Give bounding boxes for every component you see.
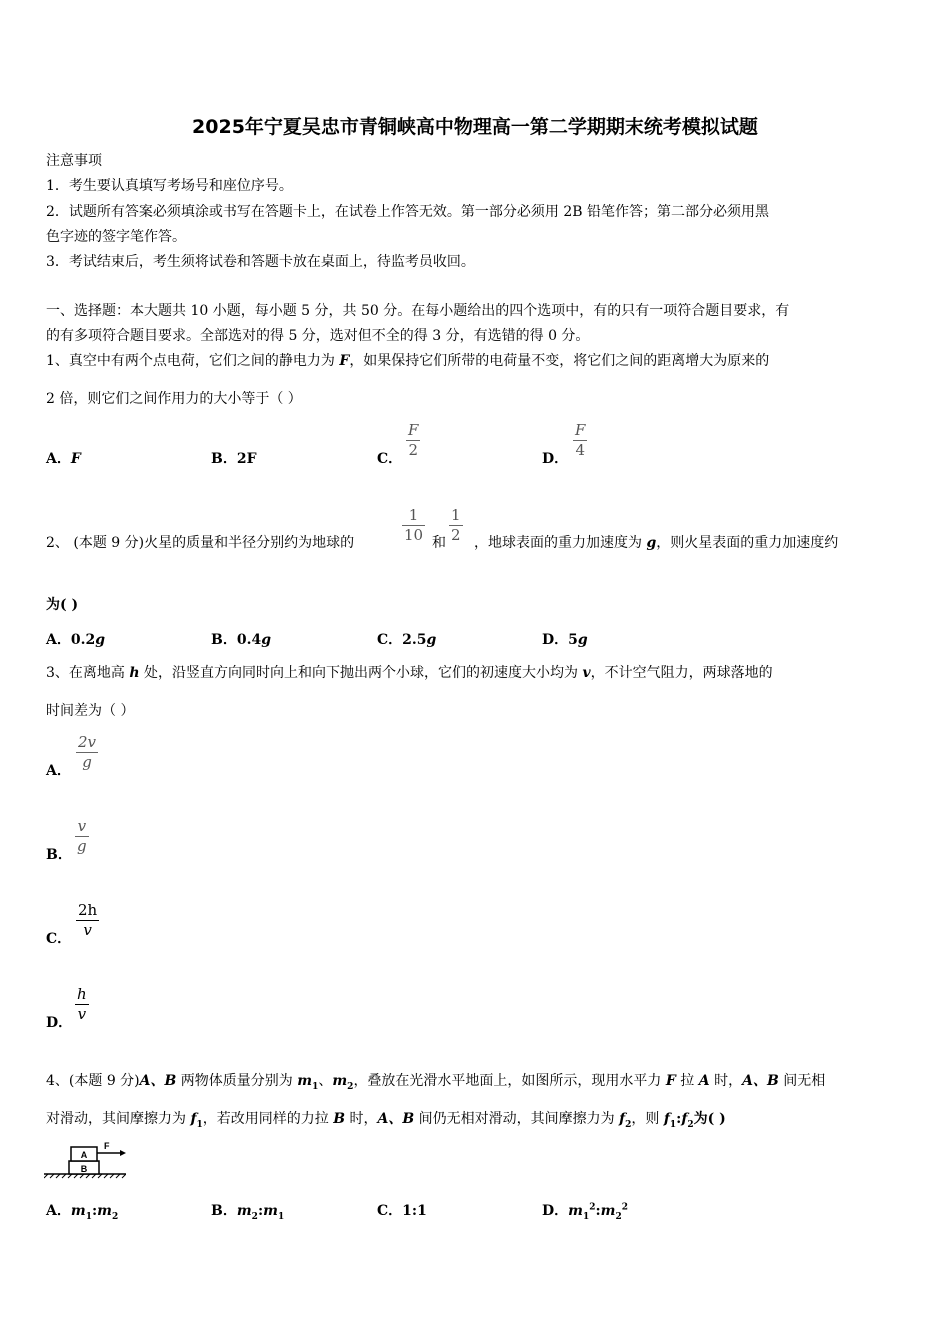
q3-option-b-fraction	[75, 818, 89, 855]
q4-b-m1: m	[263, 1203, 278, 1219]
q3-text-a: 3、在离地高	[46, 665, 130, 681]
q4-text-e: 拉	[675, 1073, 699, 1089]
q2-stem-line1b	[474, 532, 838, 552]
q4-var-A: A	[698, 1073, 710, 1089]
q4-d-colon: :	[595, 1203, 601, 1219]
q4-f2-sub: 2	[625, 1119, 632, 1130]
q4-ratio-f2-sub: 2	[687, 1119, 694, 1130]
q3-option-d-label[interactable]: D．	[46, 1015, 73, 1031]
q1-option-d-fraction	[573, 422, 587, 459]
q2-frac1-denominator: 10	[404, 526, 424, 544]
q2-option-d-label: D．	[542, 632, 569, 648]
q4-b-sub1: 1	[277, 1211, 285, 1222]
q2-option-c[interactable]	[377, 629, 436, 649]
q4-text-2a: 对滑动，其间摩擦力为	[46, 1111, 191, 1127]
q4-d-sub1: 1	[582, 1211, 590, 1222]
q4-var-AB: A、B	[742, 1073, 779, 1089]
q4-option-c-label: C．	[377, 1203, 403, 1219]
q4-figure	[44, 1141, 126, 1179]
q2-option-b-value: 0.4	[236, 632, 262, 648]
q1-text-b: ，如果保持它们所带的电荷量不变，将它们之间的距离增大为原来的	[349, 353, 770, 369]
q2-option-a-value: 0.2	[70, 632, 96, 648]
q2-option-a[interactable]	[46, 629, 105, 649]
q2-text-c: ，则火星表面的重力加速度约	[656, 535, 839, 551]
q2-option-b[interactable]	[211, 629, 271, 649]
q3-option-b-label[interactable]: B．	[46, 847, 72, 863]
q4-option-a[interactable]	[46, 1200, 118, 1222]
block-b-label: B	[80, 1164, 88, 1174]
q4-text-a: 4、(本题 9 分)	[46, 1073, 140, 1089]
q4-option-b-label: B．	[211, 1203, 237, 1219]
q4-text-2f: 为( )	[693, 1111, 726, 1127]
q4-a-m2: m	[97, 1203, 112, 1219]
q1-stem-line2: 2 倍，则它们之间作用力的大小等于（ ）	[46, 391, 302, 407]
q4-a-colon: :	[91, 1203, 98, 1219]
q1-option-d-label[interactable]: D．	[542, 451, 569, 467]
q4-text-ab: A、B	[139, 1073, 177, 1089]
q3-d-numerator: h	[77, 985, 87, 1003]
q2-fraction-2	[449, 507, 463, 544]
q4-f2: f	[619, 1111, 626, 1127]
q1-option-c-label[interactable]: C．	[377, 451, 403, 467]
q4-option-a-label: A．	[46, 1203, 71, 1219]
q1-stem-line1	[46, 350, 769, 370]
q2-and: 和	[432, 535, 446, 551]
q4-ratio-f1-sub: 1	[669, 1119, 677, 1130]
q2-option-d-value: 5	[568, 632, 578, 648]
q1-text-a: 1、真空中有两个点电荷，它们之间的静电力为	[46, 353, 340, 369]
q4-d-sup2: 2	[621, 1202, 629, 1213]
q1-d-numerator: F	[575, 421, 586, 439]
notice-heading: 注意事项	[46, 153, 102, 169]
q4-text-2b: ，若改用同样的力拉	[202, 1111, 334, 1127]
q1-option-b-label: B．	[211, 451, 237, 467]
q4-d-sub2: 2	[615, 1211, 622, 1222]
section-header-line2: 的有多项符合题目要求。全部选对的得 5 分，选对但不全的得 3 分，有选错的得 0 分。	[46, 328, 590, 344]
q4-d-m1: m	[568, 1203, 583, 1219]
q2-var-g: g	[646, 535, 657, 551]
q2-option-a-label: A．	[46, 632, 71, 648]
notice-item-1: 1．考生要认真填写考场号和座位序号。	[46, 178, 293, 194]
q3-option-c-label[interactable]: C．	[46, 931, 72, 947]
q1-option-a[interactable]	[46, 448, 81, 468]
q4-m1: m	[297, 1073, 313, 1089]
q3-option-a-label[interactable]: A．	[46, 763, 71, 779]
q4-ratio-colon: :	[676, 1111, 682, 1127]
q3-stem-line1	[46, 662, 773, 682]
q1-d-denominator: 4	[575, 441, 585, 459]
q1-var-F: F	[339, 353, 350, 369]
q4-f1-sub: 1	[196, 1119, 203, 1130]
q4-ratio-f1: f	[663, 1111, 670, 1127]
q1-c-numerator: F	[408, 421, 419, 439]
q3-c-numerator: 2h	[78, 901, 98, 919]
q2-frac2-numerator: 1	[451, 506, 461, 524]
q3-b-denominator: g	[77, 837, 87, 855]
q2-option-b-label: B．	[211, 632, 237, 648]
q2-option-d[interactable]	[542, 629, 588, 649]
q2-option-d-unit: g	[577, 632, 588, 648]
q4-stem-line2	[46, 1108, 726, 1130]
q3-option-c-fraction	[76, 902, 99, 939]
q3-text-b: 处，沿竖直方向同时向上和向下抛出两个小球，它们的初速度大小均为	[139, 665, 583, 681]
q1-option-b-value: 2F	[236, 451, 257, 467]
force-label: F	[104, 1141, 110, 1151]
q4-text-g: 间无相	[778, 1073, 826, 1089]
q4-m2: m	[332, 1073, 348, 1089]
q2-stem-line1a: 2、 (本题 9 分)火星的质量和半径分别约为地球的	[46, 535, 355, 551]
q4-option-d-label: D．	[542, 1203, 569, 1219]
q4-option-b[interactable]	[211, 1200, 284, 1222]
q4-stem-line1	[46, 1070, 825, 1092]
q4-b-sub2: 2	[251, 1211, 258, 1222]
q4-option-d[interactable]	[542, 1200, 628, 1222]
q3-var-h: h	[129, 665, 140, 681]
q1-option-b[interactable]	[211, 448, 257, 468]
q4-f1: f	[190, 1111, 197, 1127]
q4-b-colon: :	[257, 1203, 264, 1219]
q2-stem-line2: 为( )	[46, 597, 79, 613]
q1-c-denominator: 2	[408, 441, 418, 459]
q3-b-numerator: v	[77, 817, 87, 835]
q4-text-2d: 间仍无相对滑动，其间摩擦力为	[414, 1111, 620, 1127]
q4-option-c[interactable]	[377, 1200, 427, 1220]
q4-m1-sub: 1	[312, 1081, 319, 1092]
q1-option-c-fraction	[406, 422, 420, 459]
q4-text-d: ，叠放在光滑水平地面上，如图所示，现用水平力	[353, 1073, 666, 1089]
section-header-line1: 一、选择题：本大题共 10 小题，每小题 5 分，共 50 分。在每小题给出的四个选项中，有的只有一项符合题目要求，有	[46, 303, 790, 319]
q4-var-AB2: A、B	[377, 1111, 415, 1127]
notice-item-2: 2．试题所有答案必须填涂或书写在答题卡上，在试卷上作答无效。第一部分必须用 2B 铅笔作答；第二部分必须用黑	[46, 204, 769, 220]
q4-b-m2: m	[236, 1203, 252, 1219]
q2-option-a-unit: g	[95, 632, 106, 648]
q4-var-F: F	[665, 1073, 676, 1089]
q1-option-a-label: A．	[46, 451, 71, 467]
q4-d-m2: m	[600, 1203, 616, 1219]
q3-option-a-fraction	[76, 734, 98, 771]
page-title: 2025年宁夏吴忠市青铜峡高中物理高一第二学期期末统考模拟试题	[192, 116, 758, 138]
q4-var-B: B	[333, 1111, 346, 1127]
notice-item-2-cont: 色字迹的签字笔作答。	[46, 229, 186, 245]
q4-text-c: 两物体质量分别为	[176, 1073, 298, 1089]
q3-a-denominator: g	[82, 753, 92, 771]
q4-text-2e: ，则	[631, 1111, 664, 1127]
q4-text-f: 时，	[709, 1073, 743, 1089]
q4-ratio-f2: f	[681, 1111, 688, 1127]
q2-option-b-unit: g	[261, 632, 271, 648]
q4-sep: 、	[318, 1073, 333, 1089]
q2-frac1-numerator: 1	[408, 506, 419, 524]
q3-c-denominator: v	[83, 921, 92, 939]
q4-option-c-value: 1:1	[402, 1203, 427, 1219]
q2-option-c-label: C．	[377, 632, 403, 648]
q4-a-sub1: 1	[85, 1211, 92, 1222]
block-a-label: A	[80, 1150, 88, 1160]
q4-a-sub2: 2	[111, 1211, 119, 1222]
q2-option-c-unit: g	[426, 632, 437, 648]
q2-fraction-1	[402, 507, 425, 544]
q3-stem-line2: 时间差为（ ）	[46, 703, 135, 719]
q4-m2-sub: 2	[347, 1081, 354, 1092]
q3-var-v: v	[582, 665, 591, 681]
q3-d-denominator: v	[77, 1005, 87, 1023]
q4-a-m1: m	[70, 1203, 86, 1219]
q2-frac2-denominator: 2	[451, 526, 461, 544]
q2-option-c-value: 2.5	[402, 632, 427, 648]
q1-option-a-value: F	[70, 451, 81, 467]
q2-text-b: ，地球表面的重力加速度为	[474, 535, 647, 551]
q4-text-2c: 时，	[345, 1111, 378, 1127]
q3-text-c: ，不计空气阻力，两球落地的	[590, 665, 773, 681]
notice-item-3: 3．考试结束后，考生须将试卷和答题卡放在桌面上，待监考员收回。	[46, 254, 475, 270]
q4-d-sup1: 2	[589, 1202, 596, 1213]
q3-a-numerator: 2v	[78, 733, 97, 751]
q3-option-d-fraction	[75, 986, 89, 1023]
